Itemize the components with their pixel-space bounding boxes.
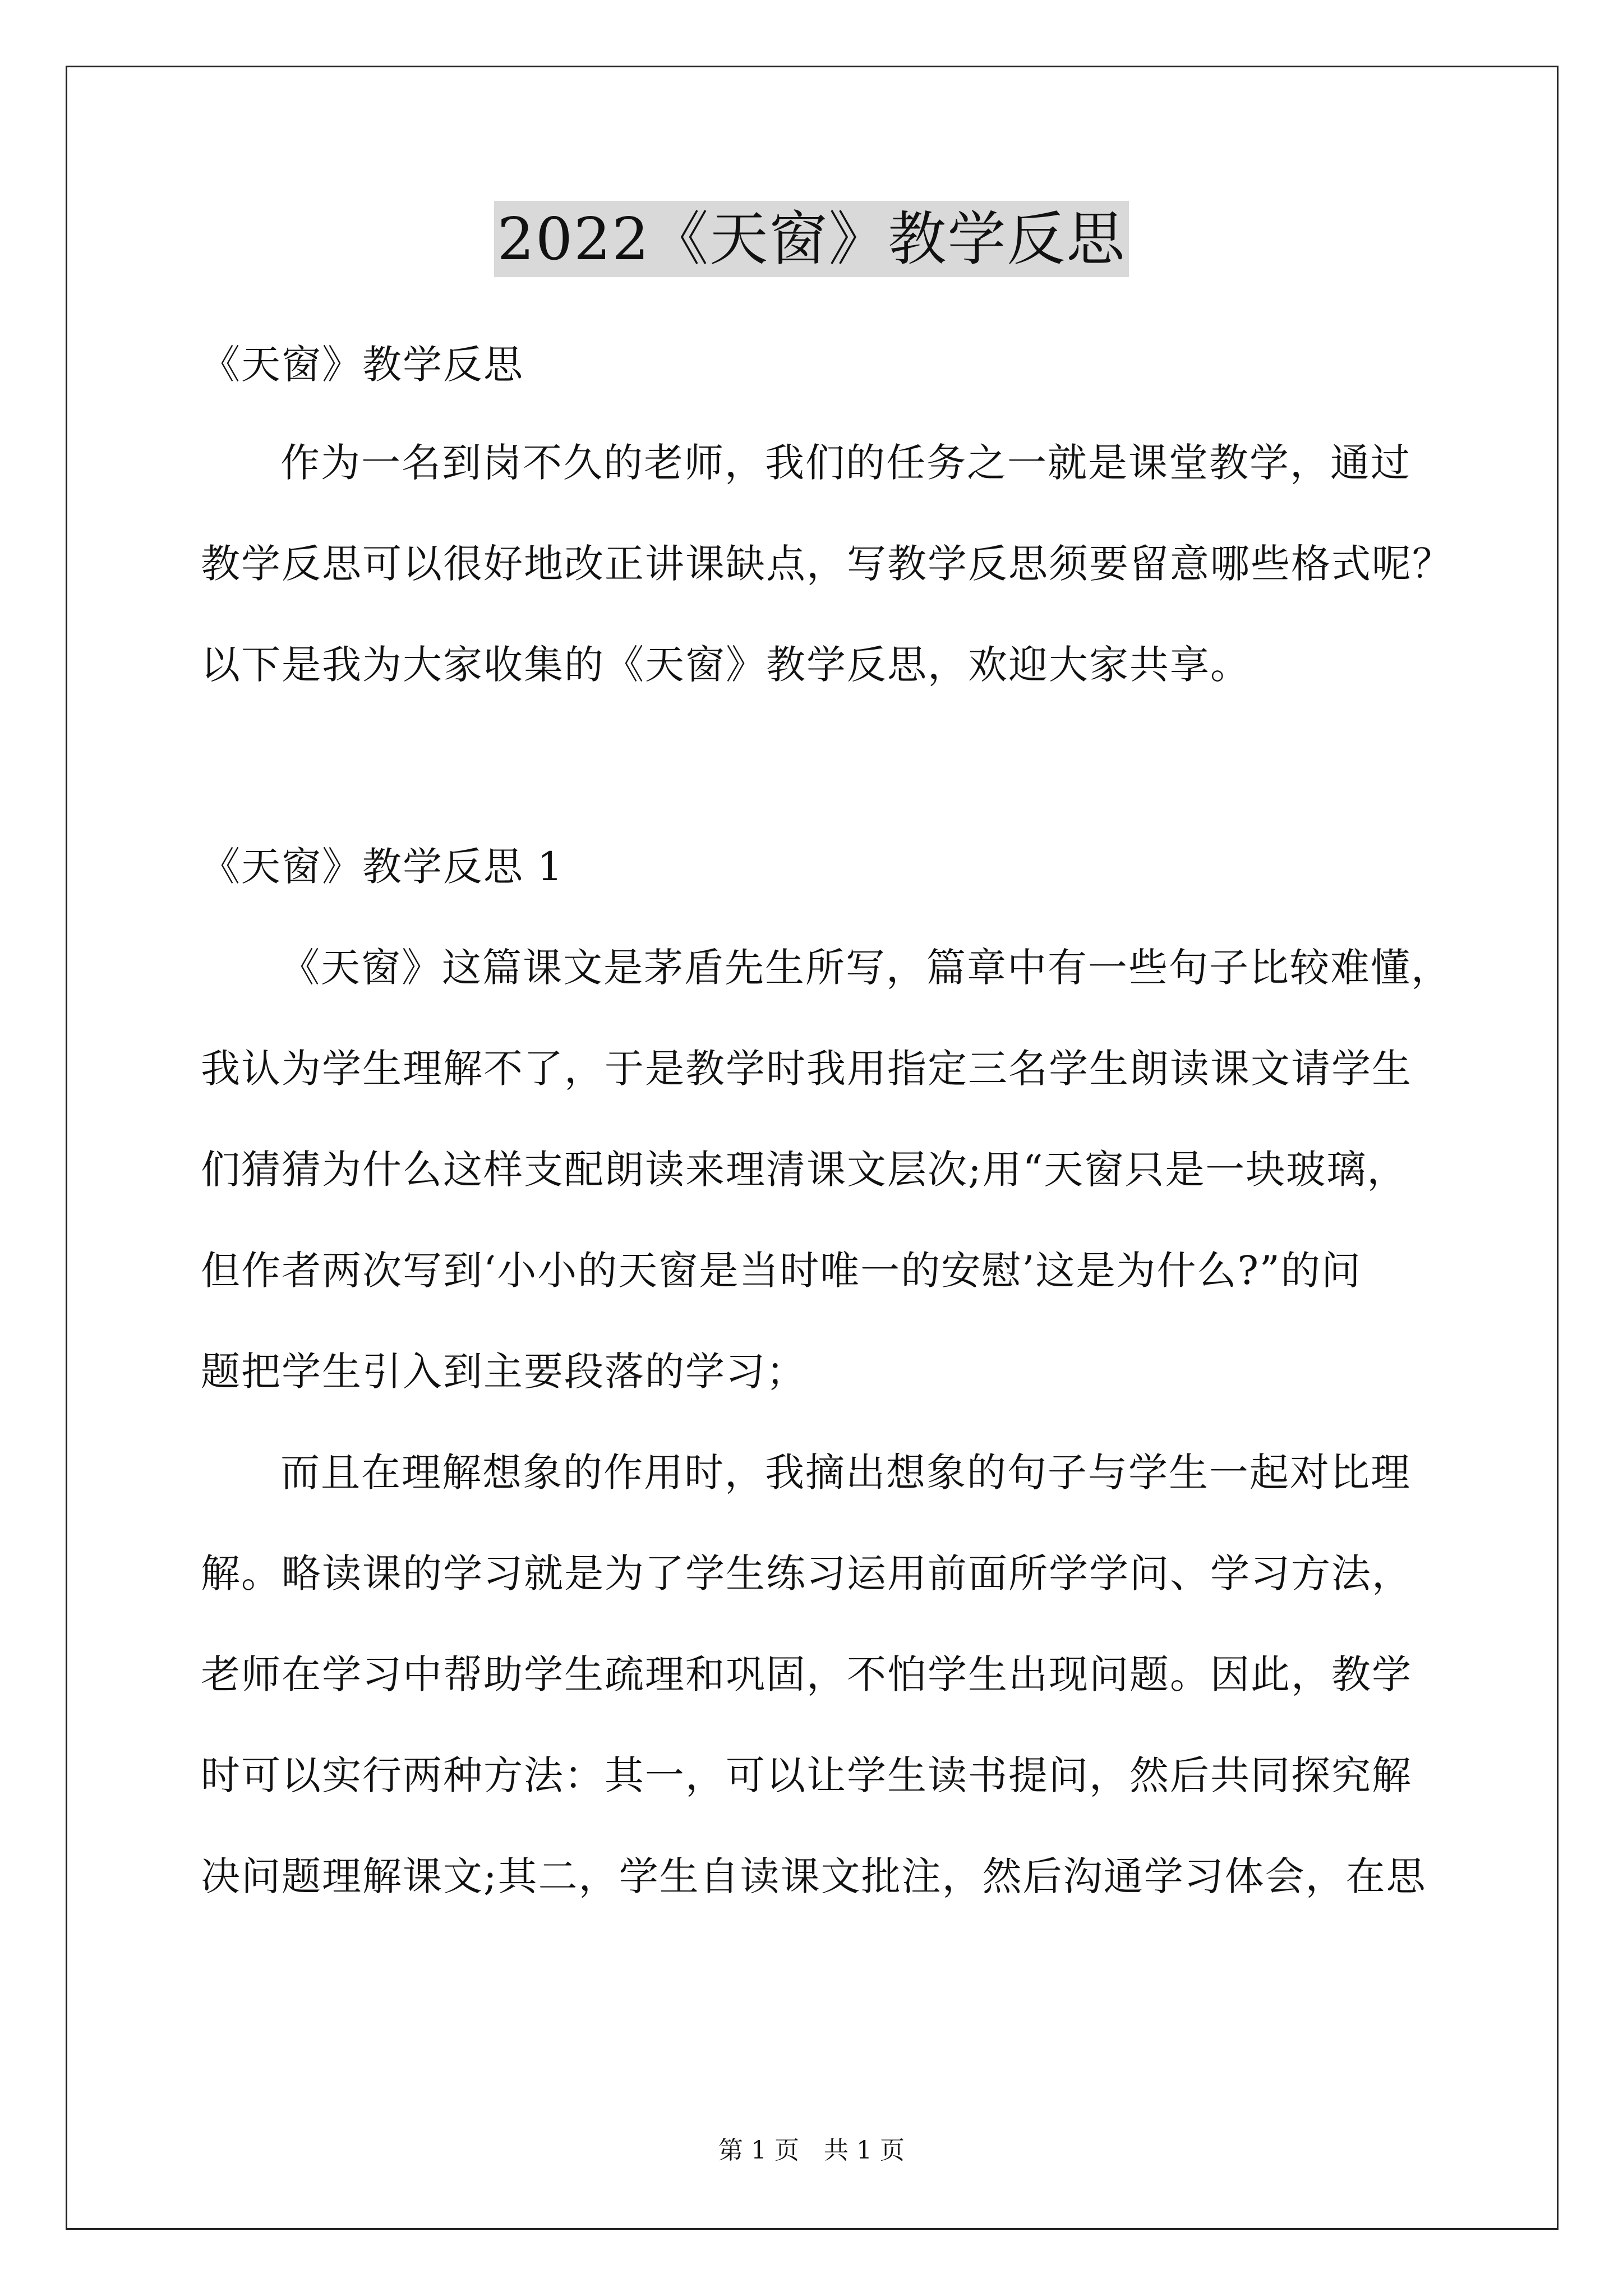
para2-line-5: 决问题理解课文;其二，学生自读课文批注，然后沟通学习体会，在思 xyxy=(201,1853,1427,1899)
subtitle: 《天窗》教学反思 xyxy=(201,342,524,388)
page-footer: 第 1 页 共 1 页 xyxy=(718,2136,905,2165)
title-container xyxy=(0,201,1623,277)
para1-line-3: 们猜猜为什么这样支配朗读来理清课文层次;用“天窗只是一块玻璃， xyxy=(201,1147,1408,1193)
para1-line-1: 《天窗》这篇课文是茅盾先生所写，篇章中有一些句子比较难懂， xyxy=(280,945,1451,991)
intro-line-2: 教学反思可以很好地改正讲课缺点，写教学反思须要留意哪些格式呢？ xyxy=(201,541,1453,587)
para2-line-1: 而且在理解想象的作用时，我摘出想象的句子与学生一起对比理 xyxy=(280,1450,1411,1496)
section-heading: 《天窗》教学反思 1 xyxy=(201,844,564,890)
para2-line-2: 解。略读课的学习就是为了学生练习运用前面所学学问、学习方法， xyxy=(201,1550,1412,1596)
para1-line-5: 题把学生引入到主要段落的学习； xyxy=(201,1349,806,1395)
intro-line-1: 作为一名到岗不久的老师，我们的任务之一就是课堂教学，通过 xyxy=(280,440,1411,486)
para1-line-4: 但作者两次写到‘小小的天窗是当时唯一的安慰’这是为什么?”的问 xyxy=(201,1248,1362,1294)
document-title: 2022《天窗》教学反思 xyxy=(494,201,1129,277)
para2-line-3: 老师在学习中帮助学生疏理和巩固，不怕学生出现问题。因此，教学 xyxy=(201,1651,1412,1697)
para1-line-2: 我认为学生理解不了，于是教学时我用指定三名学生朗读课文请学生 xyxy=(201,1046,1412,1092)
para2-line-4: 时可以实行两种方法：其一，可以让学生读书提问，然后共同探究解 xyxy=(201,1752,1412,1798)
intro-line-3: 以下是我为大家收集的《天窗》教学反思，欢迎大家共享。 xyxy=(201,642,1251,688)
